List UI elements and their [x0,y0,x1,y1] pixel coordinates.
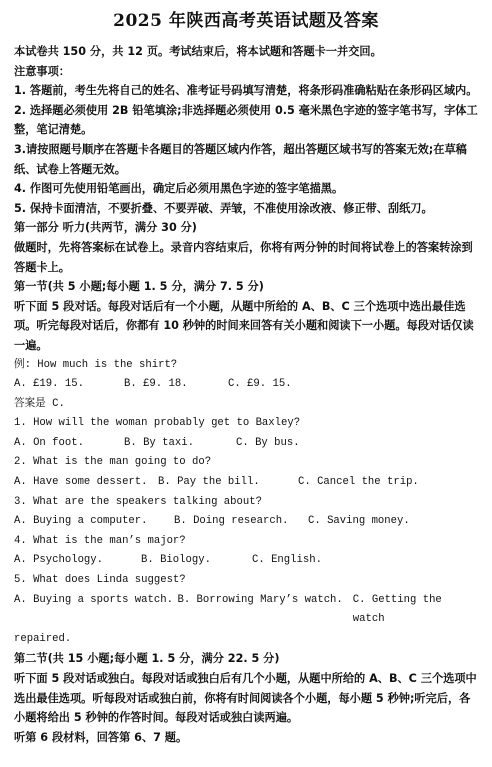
notice-item: 4. 作图可先使用铅笔画出，确定后必须用黑色字迹的签字笔描黑。 [14,182,344,196]
option: B. Doing research. [174,515,289,528]
options-row [14,512,478,532]
option: C. £9. 15. [228,378,292,391]
options-row [14,434,478,454]
option: A. Buying a computer. [14,515,148,528]
option: C. Saving money. [308,515,410,528]
section1-heading: 第一节(共 5 小题;每小题 1. 5 分，满分 7. 5 分) [14,280,264,294]
material-heading: 听第 6 段材料，回答第 6、7 题。 [14,730,188,744]
question: 1. How will the woman probably get to Baxley? [14,417,301,430]
document-title: 2025 年陕西高考英语试题及答案 [113,11,379,31]
section1-instruction: 听下面 5 段对话。每段对话后有一个小题，从题中所给的 A、B、C 三个选项中选出最佳选项。听完每段对话后，你都有 10 秒钟的时间来回答有关小题和阅读下一小题。每段对话仅读一遍。 [14,299,474,352]
options-row [14,551,478,571]
option: C. Cancel the trip. [298,476,419,489]
section2-heading: 第二节(共 15 小题;每小题 1. 5 分，满分 22. 5 分) [14,652,280,666]
notice-heading: 注意事项： [14,64,70,78]
notice-item: 1. 答题前，考生先将自己的姓名、准考证号码填写清楚，将条形码准确粘贴在条形码区域内。 [14,84,478,98]
question: 5. What does Linda suggest? [14,574,186,587]
option: B. By taxi. [124,436,194,449]
example-answer: 答案是 C. [14,397,65,410]
intro-text: 本试卷共 150 分，共 12 页。考试结束后，将本试题和答题卡一并交回。 [14,45,382,58]
options-row [14,473,478,493]
question: 4. What is the man’s major? [14,534,186,547]
notice-item: 3.请按照题号顺序在答题卡各题目的答题区域内作答，超出答题区域书写的答案无效;在草稿纸、试卷上答题无效。 [14,142,467,176]
option: C. By bus. [236,436,300,449]
option: A. Have some dessert. [14,476,148,489]
option: A. Buying a sports watch. [14,593,173,606]
option-continuation: repaired. [14,632,72,645]
notice-item: 5. 保持卡面清洁，不要折叠、不要弄破、弄皱，不准使用涂改液、修正带、刮纸刀。 [14,201,433,215]
part1-heading: 第一部分 听力(共两节，满分 30 分) [14,221,197,235]
option: C. Getting the watch [352,593,442,626]
option: B. £9. 18. [124,378,188,391]
option: A. Psychology. [14,554,104,567]
notice-item: 2. 选择题必须使用 2B 铅笔填涂;非选择题必须使用 0.5 毫米黑色字迹的签字笔书写，字体工整，笔记清楚。 [14,103,478,137]
option: B. Biology. [141,554,211,567]
question: 2. What is the man going to do? [14,456,212,469]
example-question: 例: How much is the shirt? [14,358,178,371]
options-row [14,591,478,630]
option: C. English. [252,554,322,567]
option: A. £19. 15. [14,378,84,391]
section2-instruction: 听下面 5 段对话或独白。每段对话或独白后有几个小题，从题中所给的 A、B、C 三个选项中选出最佳选项。听每段对话或独白前，你将有时间阅读各个小题，每小题 5 秒钟;听完后，各小题将给出 5 秒钟的作答时间。每段对话或独白读两遍。 [14,672,477,725]
option: B. Borrowing Mary’s watch. [177,593,343,606]
option: B. Pay the bill. [158,476,260,489]
question: 3. What are the speakers talking about? [14,495,262,508]
example-options [14,375,478,395]
part1-instruction: 做题时，先将答案标在试卷上。录音内容结束后，你将有两分钟的时间将试卷上的答案转涂到答题卡上。 [14,240,473,274]
option: A. On foot. [14,436,84,449]
